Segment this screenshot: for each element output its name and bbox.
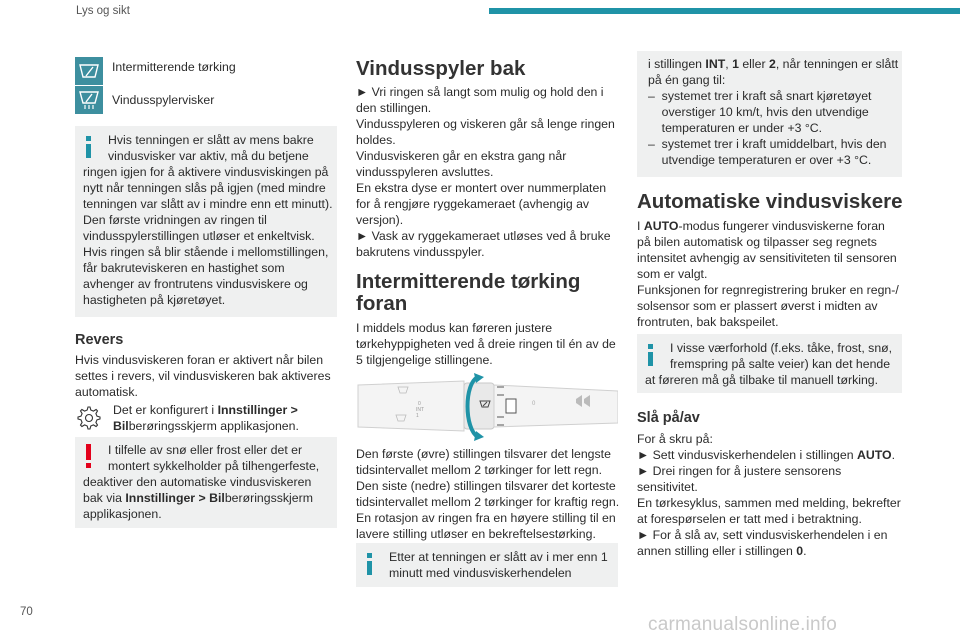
info-line: Hvis tenningen er slått av mens bakre: [108, 133, 314, 147]
rear-washer-heading: Vindusspyler bak: [356, 57, 526, 80]
info-line: – systemet trer i kraft umiddelbart, hvis den: [648, 137, 887, 151]
info-icon: [367, 553, 372, 558]
info-icon: [86, 136, 91, 141]
info-line: minutt med vindusviskerhendelen: [389, 566, 572, 580]
warning-line: bak via Innstillinger > Bilberøringsskjerm: [83, 491, 313, 505]
info-icon-bar: [367, 561, 372, 575]
info-line: at føreren må gå tilbake til manuell tørking.: [645, 373, 879, 387]
info-line: overstiger 10 km/t, hvis den utvendige: [648, 105, 869, 119]
icon-item-washer: [75, 86, 214, 114]
rear-line: ► Vri ringen så langt som mulig og hold den i: [356, 85, 604, 99]
warning-line: I tilfelle av snø eller frost eller det er: [108, 443, 303, 457]
watermark: carmanualsonline.info: [648, 614, 838, 635]
svg-text:INT: INT: [416, 407, 425, 413]
info-line: Den første vridningen av ringen til: [83, 213, 267, 227]
auto-line: Funksjonen for regnregistrering bruker en regn-/: [637, 283, 899, 297]
info-icon-bar: [86, 144, 91, 158]
info-line: temperaturen er under +3 °C.: [648, 121, 823, 135]
rear-line: En ekstra dyse er montert over nummerplaten: [356, 181, 607, 195]
info-line: vindusspylerstillingen utløser et enkeltvisk.: [83, 229, 315, 243]
int-line: I middels modus kan føreren justere: [356, 321, 553, 335]
info-line: I visse værforhold (f.eks. tåke, frost, snø,: [670, 341, 893, 355]
warning-icon-dot: [86, 463, 91, 468]
after-line: En rotasjon av ringen fra en høyere stilling til en: [356, 511, 616, 525]
svg-text:1: 1: [416, 413, 419, 419]
section-title: Lys og sikt: [76, 5, 130, 17]
icon-item-intermittent: [75, 57, 236, 85]
section-accent-bar: [489, 8, 960, 14]
int-line: tørkehyppigheten ved å dreie ringen til én av de: [356, 337, 616, 351]
after-line: tidsintervallet mellom 2 tørkinger for lett regn.: [356, 463, 603, 477]
revers-line: automatisk.: [75, 385, 138, 399]
info-line: på én gang til:: [648, 73, 726, 87]
info-line: får bakruteviskeren en hastighet som: [83, 261, 285, 275]
info-note-box: [75, 126, 337, 317]
onoff-line: sensitivitet.: [637, 480, 698, 494]
info-note-box: [356, 543, 618, 587]
rear-line: holdes.: [356, 133, 396, 147]
onoff-line: ► For å slå av, sett vindusviskerhendelen i en: [637, 528, 888, 542]
info-line: fremspring på salte veier) kan det hende: [670, 357, 891, 371]
onoff-line: En tørkesyklus, sammen med melding, bekrefter: [637, 496, 901, 510]
info-line: Hvis ringen så blir stående i mellomstillingen,: [83, 245, 329, 259]
int-line: 5 tilgjengelige stillingene.: [356, 353, 493, 367]
auto-line: frontruten, bak bakspeilet.: [637, 315, 779, 329]
info-note-box: [637, 334, 902, 393]
info-line: ringen igjen for å aktivere vindusviskingen på: [83, 165, 329, 179]
after-line: Den første (øvre) stillingen tilsvarer det lengste: [356, 447, 611, 461]
config-line: Det er konfigurert i Innstillinger >: [113, 403, 298, 417]
after-line: tidsintervallet mellom 2 tørkinger for kraftig regn.: [356, 495, 620, 509]
warning-icon: [86, 444, 91, 460]
washer-wiper-icon: [75, 86, 103, 114]
on-off-heading: Slå på/av: [637, 410, 700, 426]
rear-line: versjon).: [356, 213, 404, 227]
revers-heading: Revers: [75, 332, 124, 348]
revers-line: Hvis vindusviskeren foran er aktivert når bilen: [75, 353, 324, 367]
icon-item-label: Intermitterende tørking: [112, 60, 236, 74]
auto-line: I AUTO-modus fungerer vindusviskerne foran: [637, 219, 885, 233]
auto-line: på bilen automatisk og tilpasser seg regnets: [637, 235, 877, 249]
info-icon-bar: [648, 352, 653, 366]
info-line: vindusvisker var aktiv, må du betjene: [108, 149, 309, 163]
config-line: Bilberøringsskjerm applikasjonen.: [113, 419, 299, 433]
auto-line: solsensor som er plassert øverst i midten av: [637, 299, 878, 313]
onoff-line: For å skru på:: [637, 432, 713, 446]
rear-line: ► Vask av ryggekameraet utløses ved å bruke: [356, 229, 611, 243]
rear-line: Vindusviskeren går en ekstra gang når: [356, 149, 567, 163]
svg-text:0: 0: [532, 401, 536, 407]
auto-wipers-heading: Automatiske vindusviskere: [637, 190, 903, 213]
wiper-stalk-illustration: [356, 371, 618, 441]
revers-line: settes i revers, vil vindusviskeren bak aktiveres: [75, 369, 331, 383]
onoff-line: at forespørselen er tatt med i betraktning.: [637, 512, 862, 526]
page-number: 70: [20, 606, 33, 618]
auto-line: som er valgt.: [637, 267, 708, 281]
info-line: i stillingen INT, 1 eller 2, når tenningen er slått: [648, 57, 899, 71]
icon-item-label: Vindusspylervisker: [112, 93, 215, 107]
rear-line: bakrutens vindusspyler.: [356, 245, 485, 259]
info-line: nytt når tenningen slås på igjen (med mindre: [83, 181, 326, 195]
intermittent-wiper-icon: [75, 57, 103, 85]
info-line: utvendige temperaturen er over +3 °C.: [648, 153, 872, 167]
info-note-box-continued: [637, 51, 902, 177]
rear-line: Vindusspyleren og viskeren går så lenge ringen: [356, 117, 615, 131]
onoff-line: ► Drei ringen for å justere sensorens: [637, 464, 842, 478]
onoff-line: ► Sett vindusviskerhendelen i stillingen AUTO.: [637, 448, 896, 462]
stalk-label-int: [416, 397, 424, 403]
info-line: Etter at tenningen er slått av i mer enn 1: [389, 550, 608, 564]
auto-line: intensitet avhengig av sensitiviteten til sensoren: [637, 251, 897, 265]
after-line: Den siste (nedre) stillingen tilsvarer det korteste: [356, 479, 616, 493]
rear-line: vindusspyleren avsluttes.: [356, 165, 494, 179]
info-line: hastigheten på kjøretøyet.: [83, 293, 226, 307]
warning-line: deaktiver den automatiske vindusviskeren: [83, 475, 312, 489]
after-line: lavere stilling utløser en bekreftelsestørking.: [356, 527, 596, 541]
info-line: avhenger av frontrutens vindusviskere og: [83, 277, 308, 291]
rear-line: for å rengjøre ryggekameraet (avhengig av: [356, 197, 590, 211]
warning-line: applikasjonen.: [83, 507, 162, 521]
intermittent-heading-line1: Intermitterende tørking: [356, 270, 581, 293]
intermittent-heading-line2: foran: [356, 292, 408, 315]
info-line: – systemet trer i kraft så snart kjøretøyet: [648, 89, 872, 103]
settings-gear-icon: [75, 404, 101, 435]
onoff-line: annen stilling eller i stillingen 0.: [637, 544, 807, 558]
warning-note-box: [75, 437, 337, 528]
svg-text:0: 0: [418, 401, 421, 407]
stalk-label-zero: [532, 399, 535, 405]
info-icon: [648, 344, 653, 349]
info-line: tenningen var slått av i mindre enn ett minutt).: [83, 197, 333, 211]
warning-line: montert sykkelholder på tilhengerfeste,: [108, 459, 320, 473]
rear-line: den stillingen.: [356, 101, 432, 115]
